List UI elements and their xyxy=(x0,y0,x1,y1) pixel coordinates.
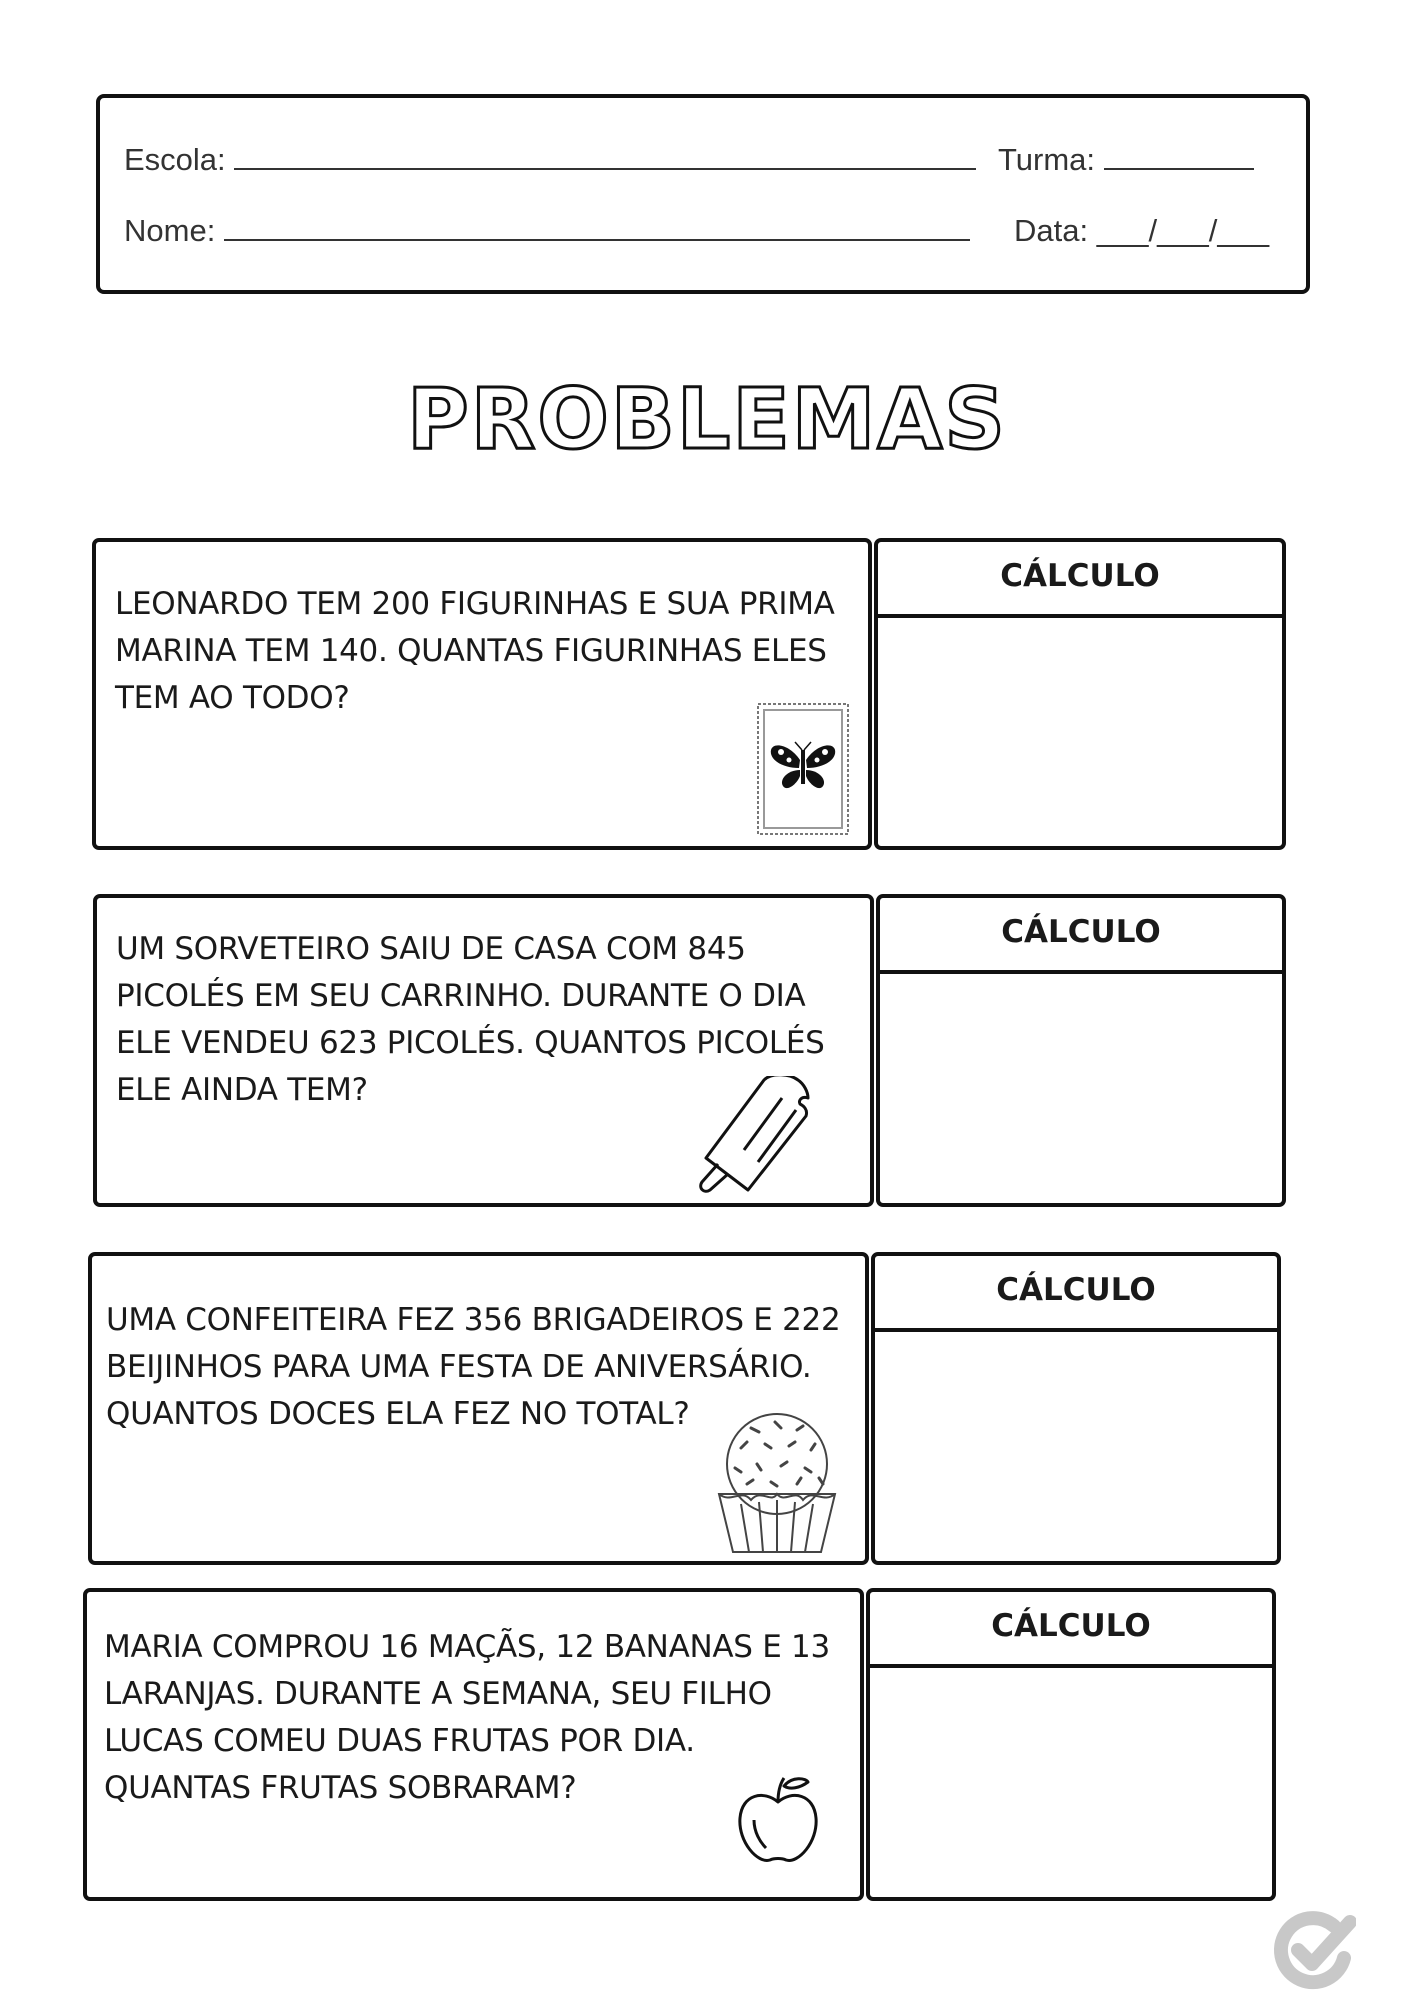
date-label: Data: xyxy=(1014,213,1089,248)
problem-text-2: UM SORVETEIRO SAIU DE CASA COM 845 PICOLÉS EM SEU CARRINHO. DURANTE O DIA ELE VENDEU 623 PICOLÉS. QUANTOS PICOLÉS ELE AINDA TEM? xyxy=(116,931,825,1108)
apple-icon xyxy=(734,1772,824,1866)
date-field[interactable]: ___/___/___ xyxy=(1096,213,1270,248)
problem-text-3: UMA CONFEITEIRA FEZ 356 BRIGADEIROS E 222 BEIJINHOS PARA UMA FESTA DE ANIVERSÁRIO. QUANTOS DOCES ELA FEZ NO TOTAL? xyxy=(106,1302,841,1432)
calc-box-2[interactable] xyxy=(876,894,1286,1207)
popsicle-icon xyxy=(696,1076,830,1200)
name-field[interactable] xyxy=(224,213,970,241)
brigadeiro-icon xyxy=(711,1408,843,1556)
calc-header-3 xyxy=(875,1256,1277,1332)
calc-label-3: CÁLCULO xyxy=(996,1272,1156,1308)
calc-box-4[interactable] xyxy=(866,1588,1276,1901)
name-label: Nome: xyxy=(124,213,216,248)
calc-header-1 xyxy=(878,542,1282,618)
problem-text-4: MARIA COMPROU 16 MAÇÃS, 12 BANANAS E 13 LARANJAS. DURANTE A SEMANA, SEU FILHO LUCAS COMEU DUAS FRUTAS POR DIA. QUANTAS FRUTAS SOBRARAM? xyxy=(104,1629,830,1806)
problem-text-1: LEONARDO TEM 200 FIGURINHAS E SUA PRIMA MARINA TEM 140. QUANTAS FIGURINHAS ELES TEM AO TODO? xyxy=(115,586,835,716)
name-line xyxy=(124,213,970,249)
student-info-box xyxy=(96,94,1310,294)
date-line xyxy=(1014,213,1269,249)
calc-box-1[interactable] xyxy=(874,538,1286,850)
school-label: Escola: xyxy=(124,142,226,177)
school-line xyxy=(124,142,976,178)
calc-header-4 xyxy=(870,1592,1272,1668)
calc-label-4: CÁLCULO xyxy=(991,1608,1151,1644)
class-label: Turma: xyxy=(998,142,1096,177)
calc-box-3[interactable] xyxy=(871,1252,1281,1565)
calc-label-2: CÁLCULO xyxy=(1001,914,1161,950)
butterfly-stamp-icon xyxy=(756,702,850,836)
calc-header-2 xyxy=(880,898,1282,974)
class-field[interactable] xyxy=(1104,142,1254,170)
page-title: PROBLEMAS xyxy=(407,370,1007,468)
school-field[interactable] xyxy=(234,142,976,170)
calc-label-1: CÁLCULO xyxy=(1000,558,1160,594)
checkmark-logo-icon xyxy=(1272,1908,1356,1992)
class-line xyxy=(998,142,1254,178)
